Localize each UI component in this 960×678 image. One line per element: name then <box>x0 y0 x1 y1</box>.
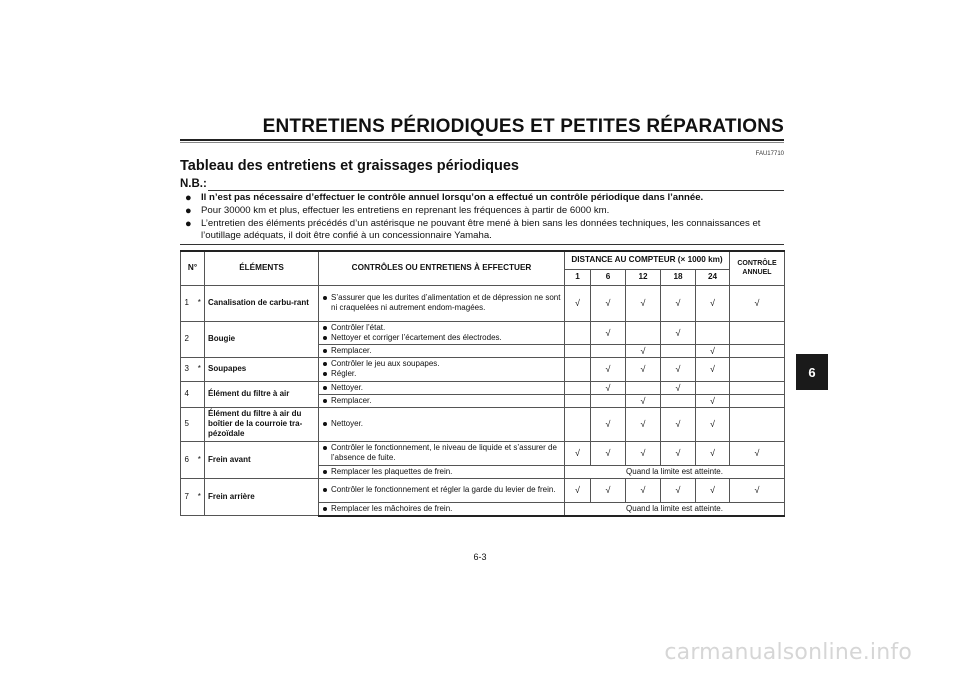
chapter-tab: 6 <box>796 354 828 390</box>
asterisk-mark: * <box>195 441 205 478</box>
check-mark: √ <box>730 441 785 465</box>
operation-item: Contrôler le fonctionnement et régler la garde du levier de frein. <box>322 485 561 495</box>
asterisk-mark: * <box>195 357 205 381</box>
maintenance-table <box>180 250 785 517</box>
asterisk-mark: * <box>195 478 205 516</box>
limit-note: Quand la limite est atteinte. <box>565 502 785 516</box>
nb-rule <box>208 190 784 191</box>
notes-rule <box>180 244 784 245</box>
operation-cell <box>319 357 565 381</box>
nb-notes <box>185 192 785 243</box>
check-mark: √ <box>696 407 730 441</box>
check-mark: √ <box>626 357 661 381</box>
row-number: 5 <box>181 407 195 441</box>
nb-note: ● Pour 30000 km et plus, effectuer les entretiens en reprenant les fréquences à partir de 6000 km. <box>185 205 610 217</box>
element-name: Canalisation de carbu-rant <box>205 285 319 321</box>
operation-item: Remplacer les mâchoires de frein. <box>322 504 561 514</box>
check-mark: √ <box>591 407 626 441</box>
operation-item: Remplacer les plaquettes de frein. <box>322 467 561 477</box>
header-elements: ÉLÉMENTS <box>205 251 319 285</box>
table-row <box>181 407 785 441</box>
check-mark: √ <box>626 394 661 407</box>
check-mark: √ <box>591 441 626 465</box>
check-mark: √ <box>591 321 626 344</box>
check-mark: √ <box>591 285 626 321</box>
check-mark: √ <box>696 394 730 407</box>
check-mark: √ <box>626 285 661 321</box>
asterisk-mark <box>195 381 205 407</box>
header-km: 24 <box>696 269 730 285</box>
operation-item: Remplacer. <box>322 346 561 356</box>
operation-cell <box>319 344 565 357</box>
header-km: 1 <box>565 269 591 285</box>
page-header-title: ENTRETIENS PÉRIODIQUES ET PETITES RÉPARATIONS <box>262 116 784 137</box>
check-mark: √ <box>696 441 730 465</box>
check-mark: √ <box>626 344 661 357</box>
operation-cell <box>319 478 565 502</box>
table-row <box>181 321 785 344</box>
header-annual: CONTRÔLE ANNUEL <box>730 251 785 285</box>
operation-item: Nettoyer. <box>322 383 561 393</box>
header-distance: DISTANCE AU COMPTEUR (× 1000 km) <box>565 251 730 269</box>
operation-cell <box>319 441 565 465</box>
element-name: Frein arrière <box>205 478 319 516</box>
row-number: 7 <box>181 478 195 516</box>
header-checks: CONTRÔLES OU ENTRETIENS À EFFECTUER <box>319 251 565 285</box>
operation-item: Contrôler le jeu aux soupapes. <box>322 359 561 369</box>
check-mark: √ <box>626 407 661 441</box>
operation-cell <box>319 285 565 321</box>
nb-label: N.B.: <box>180 178 207 190</box>
operation-item: Nettoyer. <box>322 419 561 429</box>
check-mark: √ <box>661 357 696 381</box>
check-mark: √ <box>565 285 591 321</box>
operation-item: Régler. <box>322 369 561 379</box>
check-mark: √ <box>696 357 730 381</box>
nb-note: ● Il n’est pas nécessaire d’effectuer le contrôle annuel lorsqu’on a effectué un contrôle périodique dans l’année. <box>185 192 704 204</box>
document-code: FAU17710 <box>755 151 784 157</box>
header-km: 12 <box>626 269 661 285</box>
row-number: 6 <box>181 441 195 478</box>
check-mark: √ <box>696 478 730 502</box>
row-number: 3 <box>181 357 195 381</box>
bullet-icon: ● <box>185 192 192 204</box>
asterisk-mark: * <box>195 285 205 321</box>
operation-cell <box>319 394 565 407</box>
check-mark: √ <box>591 478 626 502</box>
check-mark: √ <box>565 441 591 465</box>
check-mark: √ <box>661 285 696 321</box>
watermark: carmanualsonline.info <box>664 640 912 665</box>
operation-item: Contrôler le fonctionnement, le niveau de liquide et s’assurer de l’absence de fuite. <box>322 443 561 463</box>
section-title: Tableau des entretiens et graissages périodiques <box>180 158 519 174</box>
table-row <box>181 441 785 465</box>
element-name: Élément du filtre à air du boîtier de la courroie tra-pézoïdale <box>205 407 319 441</box>
operation-cell <box>319 321 565 344</box>
row-number: 1 <box>181 285 195 321</box>
limit-note: Quand la limite est atteinte. <box>565 465 785 478</box>
check-mark: √ <box>591 357 626 381</box>
operation-cell <box>319 407 565 441</box>
operation-item: Nettoyer et corriger l’écartement des électrodes. <box>322 333 561 343</box>
operation-cell <box>319 381 565 394</box>
check-mark: √ <box>661 478 696 502</box>
asterisk-mark <box>195 407 205 441</box>
check-mark: √ <box>730 285 785 321</box>
check-mark: √ <box>661 381 696 394</box>
operation-cell <box>319 465 565 478</box>
check-mark: √ <box>696 344 730 357</box>
check-mark: √ <box>661 321 696 344</box>
table-row <box>181 357 785 381</box>
operation-item: S’assurer que les durites d’alimentation et de dépression ne sont ni craquelées ni autrement endom-magées. <box>322 293 561 313</box>
element-name: Élément du filtre à air <box>205 381 319 407</box>
row-number: 2 <box>181 321 195 357</box>
table-row <box>181 478 785 502</box>
header-no: N° <box>181 251 205 285</box>
row-number: 4 <box>181 381 195 407</box>
check-mark: √ <box>626 441 661 465</box>
check-mark: √ <box>661 441 696 465</box>
check-mark: √ <box>565 478 591 502</box>
check-mark: √ <box>626 478 661 502</box>
check-mark: √ <box>591 381 626 394</box>
operation-item: Remplacer. <box>322 396 561 406</box>
bullet-icon: ● <box>185 218 192 230</box>
header-rule <box>180 139 784 143</box>
page-number: 6-3 <box>473 552 487 562</box>
check-mark: √ <box>730 478 785 502</box>
operation-cell <box>319 502 565 516</box>
asterisk-mark <box>195 321 205 357</box>
nb-note: ● L’entretien des éléments précédés d’un astérisque ne pouvant être mené à bien sans les données techniques, les connaissances et l’outillage adéquats, il doit être confié à un concessionnaire Yamaha. <box>185 218 761 241</box>
element-name: Soupapes <box>205 357 319 381</box>
table-row <box>181 285 785 321</box>
element-name: Bougie <box>205 321 319 357</box>
header-km: 18 <box>661 269 696 285</box>
header-km: 6 <box>591 269 626 285</box>
table-row <box>181 381 785 394</box>
operation-item: Contrôler l’état. <box>322 323 561 333</box>
element-name: Frein avant <box>205 441 319 478</box>
check-mark: √ <box>661 407 696 441</box>
check-mark: √ <box>696 285 730 321</box>
bullet-icon: ● <box>185 205 192 217</box>
